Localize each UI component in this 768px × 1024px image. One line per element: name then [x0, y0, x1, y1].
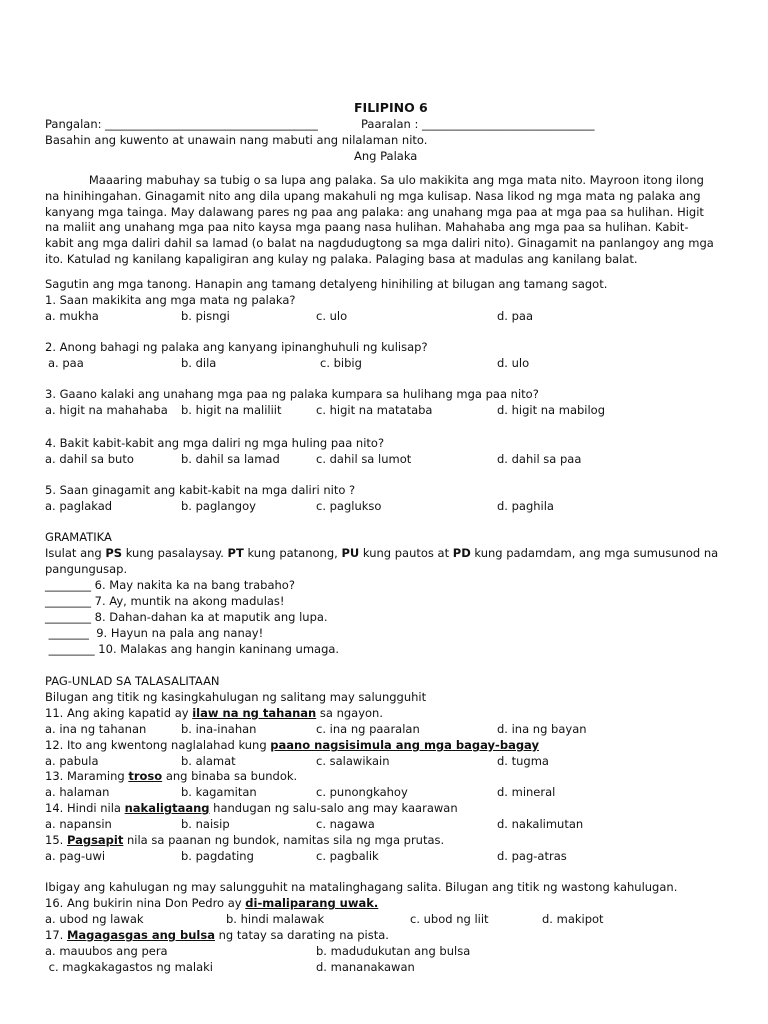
q1-choice-d[interactable]: d. paa — [497, 309, 534, 323]
q1-choice-b[interactable]: b. pisngi — [181, 309, 230, 323]
q3-choice-b[interactable]: b. higit na maliliit — [181, 403, 282, 417]
gramatika-item-9[interactable]: _______ 9. Hayun na pala ang nanay! — [45, 626, 264, 640]
question-16: 16. Ang bukirin nina Don Pedro ay di-maliparang uwak. — [45, 896, 379, 910]
q14-choice-a[interactable]: a. napansin — [45, 817, 112, 831]
q11-choice-b[interactable]: b. ina-inahan — [181, 722, 257, 736]
gramatika-instruction-cont: pangungusap. — [45, 562, 128, 576]
q5-choice-b[interactable]: b. paglangoy — [181, 499, 256, 513]
gramatika-item-6[interactable]: ________ 6. May nakita ka na bang trabaho? — [45, 578, 295, 592]
q16-choice-c[interactable]: c. ubod ng liit — [410, 912, 489, 926]
question-4: 4. Bakit kabit-kabit ang mga daliri ng mga huling paa nito? — [45, 436, 385, 450]
q2-choice-d[interactable]: d. ulo — [497, 356, 530, 370]
q13-choice-a[interactable]: a. halaman — [45, 785, 110, 799]
gramatika-item-7[interactable]: ________ 7. Ay, muntik na akong madulas! — [45, 594, 285, 608]
question-11: 11. Ang aking kapatid ay ilaw na ng tahanan sa ngayon. — [45, 706, 383, 720]
worksheet-title: FILIPINO 6 — [354, 100, 428, 115]
q17-choice-c[interactable]: c. magkakagastos ng malaki — [45, 960, 213, 974]
name-field-label: Pangalan: _____________________________________ — [45, 117, 318, 131]
school-field-label: Paaralan : ______________________________ — [361, 117, 595, 131]
q16-choice-b[interactable]: b. hindi malawak — [226, 912, 325, 926]
q11-choice-a[interactable]: a. ina ng tahanan — [45, 722, 147, 736]
question-13: 13. Maraming troso ang binaba sa bundok. — [45, 769, 298, 783]
story-paragraph: Maaaring mabuhay sa tubig o sa lupa ang palaka. Sa ulo makikita ang mga mata nito. Mayroon itong ilong na hinihingahan. Ginagamit nito ang dila upang makahuli ng mga kulisap. Nasa likod ng mga mata ng palaka ang kanyang mga tainga. May dalawang pares ng paa ang palaka: ang unahang mga paa at mga paa sa hulihan. Higit na maliit ang unahang mga paa nito kaysa mga paang nasa hulihan. Mahahaba ang mga paa sa hulihan. Kabit-kabit ang mga daliri dahil sa lamad (o balat na nagdudugtong sa mga daliri nito). Ginagamit na panlangoy ang mga ito. Katulad ng kanilang kapaligiran ang kulay ng palaka. Palaging basa at madulas ang kanilang balat. — [45, 173, 714, 266]
q2-choice-c[interactable]: c. bibig — [320, 356, 362, 370]
q14-choice-b[interactable]: b. naisip — [181, 817, 230, 831]
q15-choice-a[interactable]: a. pag-uwi — [45, 849, 106, 863]
question-14: 14. Hindi nila nakaligtaang handugan ng salu-salo ang may kaarawan — [45, 801, 458, 815]
question-3: 3. Gaano kalaki ang unahang mga paa ng palaka kumpara sa hulihang mga paa nito? — [45, 387, 539, 401]
q2-choice-b[interactable]: b. dila — [181, 356, 217, 370]
gramatika-instruction: Isulat ang PS kung pasalaysay. PT kung patanong, PU kung pautos at PD kung padamdam, ang mga sumusunod na — [45, 546, 719, 560]
q4-choice-b[interactable]: b. dahil sa lamad — [181, 452, 280, 466]
q17-choice-d[interactable]: d. mananakawan — [316, 960, 415, 974]
q16-choice-a[interactable]: a. ubod ng lawak — [45, 912, 144, 926]
q16-choice-d[interactable]: d. makipot — [542, 912, 604, 926]
q4-choice-d[interactable]: d. dahil sa paa — [497, 452, 582, 466]
q3-choice-d[interactable]: d. higit na mabilog — [497, 403, 606, 417]
question-17: 17. Magagasgas ang bulsa ng tatay sa darating na pista. — [45, 928, 389, 942]
talasalitaan-heading: PAG-UNLAD SA TALASALITAAN — [45, 674, 220, 688]
q13-choice-c[interactable]: c. punongkahoy — [316, 785, 408, 799]
q5-choice-a[interactable]: a. paglakad — [45, 499, 113, 513]
q2-choice-a[interactable]: a. paa — [48, 356, 84, 370]
reading-instruction: Basahin ang kuwento at unawain nang mabuti ang nilalaman nito. — [45, 133, 428, 147]
q15-choice-b[interactable]: b. pagdating — [181, 849, 254, 863]
q4-choice-a[interactable]: a. dahil sa buto — [45, 452, 134, 466]
gramatika-heading: GRAMATIKA — [45, 530, 112, 544]
q4-choice-c[interactable]: c. dahil sa lumot — [316, 452, 412, 466]
gramatika-item-8[interactable]: ________ 8. Dahan-dahan ka at maputik ang lupa. — [45, 610, 328, 624]
q1-choice-c[interactable]: c. ulo — [316, 309, 348, 323]
question-1: 1. Saan makikita ang mga mata ng palaka? — [45, 293, 296, 307]
q14-choice-d[interactable]: d. nakalimutan — [497, 817, 584, 831]
q5-choice-d[interactable]: d. paghila — [497, 499, 554, 513]
q15-choice-d[interactable]: d. pag-atras — [497, 849, 567, 863]
q11-choice-d[interactable]: d. ina ng bayan — [497, 722, 587, 736]
question-12: 12. Ito ang kwentong naglalahad kung paano nagsisimula ang mga bagay-bagay — [45, 738, 539, 752]
q3-choice-c[interactable]: c. higit na matataba — [316, 403, 433, 417]
q17-choice-b[interactable]: b. madudukutan ang bulsa — [316, 944, 471, 958]
q12-choice-a[interactable]: a. pabula — [45, 754, 99, 768]
question-5: 5. Saan ginagamit ang kabit-kabit na mga daliri nito ? — [45, 483, 356, 497]
q11-choice-c[interactable]: c. ina ng paaralan — [316, 722, 420, 736]
talasalitaan-instruction: Bilugan ang titik ng kasingkahulugan ng salitang may salungguhit — [45, 690, 427, 704]
question-2: 2. Anong bahagi ng palaka ang kanyang ipinanghuhuli ng kulisap? — [45, 340, 428, 354]
q1-choice-a[interactable]: a. mukha — [45, 309, 99, 323]
q5-choice-c[interactable]: c. paglukso — [316, 499, 382, 513]
q14-choice-c[interactable]: c. nagawa — [316, 817, 375, 831]
q3-choice-a[interactable]: a. higit na mahahaba — [45, 403, 168, 417]
q13-choice-b[interactable]: b. kagamitan — [181, 785, 257, 799]
q17-choice-a[interactable]: a. mauubos ang pera — [45, 944, 168, 958]
question-15: 15. Pagsapit nila sa paanan ng bundok, namitas sila ng mga prutas. — [45, 833, 445, 847]
matalinghaga-instruction: Ibigay ang kahulugan ng may salungguhit na matalinghagang salita. Bilugan ang titik ng wastong kahulugan. — [45, 880, 678, 894]
q15-choice-c[interactable]: c. pagbalik — [316, 849, 379, 863]
q13-choice-d[interactable]: d. mineral — [497, 785, 556, 799]
comprehension-instruction: Sagutin ang mga tanong. Hanapin ang tamang detalyeng hinihiling at bilugan ang tamang sagot. — [45, 277, 608, 291]
q12-choice-c[interactable]: c. salawikain — [316, 754, 390, 768]
q12-choice-d[interactable]: d. tugma — [497, 754, 549, 768]
q12-choice-b[interactable]: b. alamat — [181, 754, 236, 768]
gramatika-item-10[interactable]: ________ 10. Malakas ang hangin kaninang umaga. — [45, 642, 340, 656]
story-title: Ang Palaka — [354, 149, 418, 163]
